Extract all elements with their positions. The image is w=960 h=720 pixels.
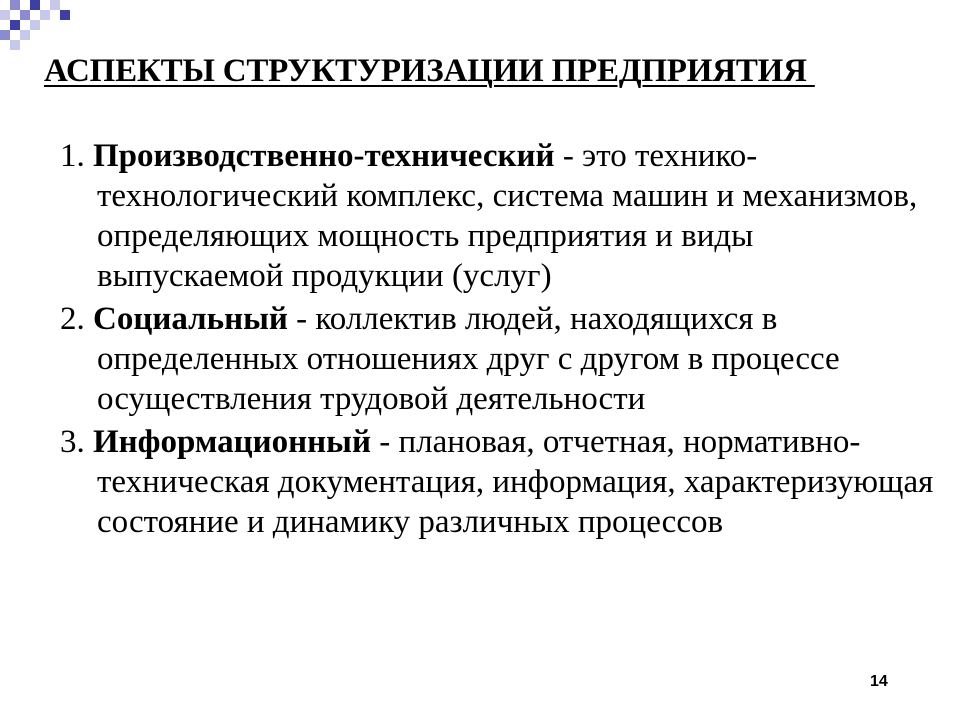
decor-square [10,0,20,10]
slide-title: АСПЕКТЫ СТРУКТУРИЗАЦИИ ПРЕДПРИЯТИЯ [44,53,815,89]
aspects-list [60,136,940,545]
page-number: 14 [870,673,888,690]
decor-square [20,10,30,20]
decor-square [10,40,20,50]
item-description: - коллектив людей, находящихся в определенных отношениях друг с другом в процессе осуществления трудовой деятельности [97,301,840,417]
decor-square [50,0,60,10]
item-number: 3. [60,424,85,460]
decor-square [30,20,40,30]
item-term: Информационный [93,424,371,460]
item-number: 2. [60,301,85,337]
decor-square [60,10,70,20]
list-item [60,422,940,542]
item-description: - это технико-технологический комплекс, система машин и механизмов, определяющих мощность предприятия и виды выпускаемой продукции (услуг) [97,138,918,294]
item-description: - плановая, отчетная, нормативно-техническая документация, информация, характеризующая состояние и динамику различных процессов [97,424,934,540]
decor-square [20,30,30,40]
decor-square [0,30,10,40]
item-term: Производственно-технический [93,138,555,174]
list-item [60,136,940,296]
list-item [60,299,940,419]
item-number: 1. [60,138,85,174]
decorative-squares [0,0,80,60]
decor-square [30,0,40,10]
decor-square [40,10,50,20]
item-term: Социальный [93,301,288,337]
decor-square [0,10,10,20]
decor-square [10,20,20,30]
